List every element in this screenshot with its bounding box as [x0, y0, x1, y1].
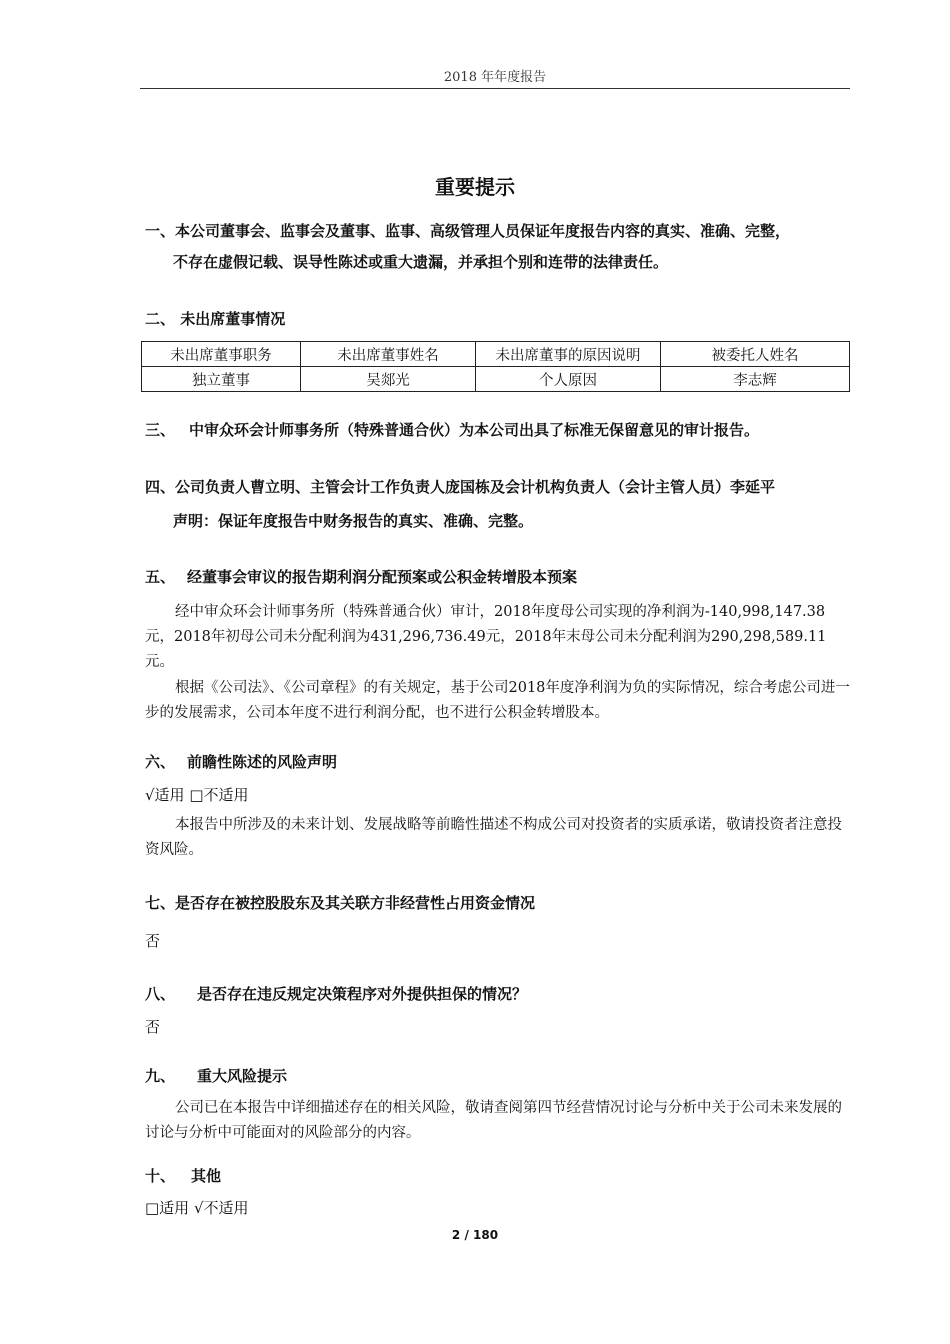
section-5-number: 五、 — [145, 568, 176, 586]
section-7-heading: 七、是否存在被控股股东及其关联方非经营性占用资金情况 — [145, 894, 536, 912]
table-cell: 吴郯光 — [301, 367, 476, 392]
table-cell: 李志辉 — [661, 367, 850, 392]
section-3-number: 三、 — [145, 421, 176, 439]
table-header-row — [142, 342, 850, 367]
table-cell: 个人原因 — [476, 367, 661, 392]
section-1 — [145, 216, 855, 278]
section-6-applicability: √适用 □不适用 — [145, 786, 249, 804]
section-8-number: 八、 — [145, 985, 176, 1003]
section-5-heading: 经董事会审议的报告期利润分配预案或公积金转增股本预案 — [187, 568, 578, 586]
section-10-number: 十、 — [145, 1167, 176, 1185]
table-header-cell: 未出席董事姓名 — [301, 342, 476, 367]
section-4-line2: 声明：保证年度报告中财务报告的真实、准确、完整。 — [173, 512, 534, 530]
section-2-heading: 二、 未出席董事情况 — [145, 310, 286, 328]
section-9-heading: 重大风险提示 — [197, 1067, 288, 1085]
section-6-heading-row — [145, 747, 855, 778]
section-8-answer: 否 — [145, 1018, 161, 1036]
section-10-heading-row — [145, 1161, 855, 1192]
section-9-number: 九、 — [145, 1067, 176, 1085]
page-number: 2 / 180 — [451, 1228, 499, 1242]
section-4-line1: 四、公司负责人曹立明、主管会计工作负责人庞国栋及会计机构负责人（会计主管人员）李延平 — [145, 478, 776, 496]
section-8-heading: 是否存在违反规定决策程序对外提供担保的情况？ — [197, 985, 528, 1003]
section-5-heading-row — [145, 562, 855, 593]
section-9-heading-row — [145, 1061, 855, 1092]
page-title: 重要提示 — [435, 175, 515, 199]
section-4 — [145, 472, 855, 537]
absent-directors-table — [141, 341, 850, 392]
section-3-text: 中审众环会计师事务所（特殊普通合伙）为本公司出具了标准无保留意见的审计报告。 — [189, 421, 760, 439]
header-rule — [140, 88, 850, 89]
running-header: 2018 年年度报告 — [443, 70, 547, 85]
section-7-answer: 否 — [145, 932, 161, 950]
section-6-heading: 前瞻性陈述的风险声明 — [187, 753, 338, 771]
section-8-heading-row — [145, 979, 855, 1010]
section-1-line2: 不存在虚假记载、误导性陈述或重大遗漏，并承担个别和连带的法律责任。 — [173, 253, 669, 271]
section-5-paragraph-1: 经中审众环会计师事务所（特殊普通合伙）审计，2018年度母公司实现的净利润为-140,998,147.38元，2018年初母公司未分配利润为431,296,736.49元，2018年末母公司未分配利润为290,298,589.11元。 — [145, 604, 827, 670]
section-6-paragraph: 本报告中所涉及的未来计划、发展战略等前瞻性描述不构成公司对投资者的实质承诺，敬请投资者注意投资风险。 — [145, 817, 842, 858]
section-3 — [145, 415, 855, 446]
section-9-paragraph: 公司已在本报告中详细描述存在的相关风险，敬请查阅第四节经营情况讨论与分析中关于公司未来发展的讨论与分析中可能面对的风险部分的内容。 — [145, 1100, 842, 1141]
section-5-paragraph-2: 根据《公司法》、《公司章程》的有关规定，基于公司2018年度净利润为负的实际情况，综合考虑公司进一步的发展需求，公司本年度不进行利润分配，也不进行公积金转增股本。 — [145, 680, 850, 721]
table-header-cell: 未出席董事职务 — [142, 342, 301, 367]
section-10-heading: 其他 — [191, 1167, 222, 1185]
section-6-number: 六、 — [145, 753, 176, 771]
table-header-cell: 未出席董事的原因说明 — [476, 342, 661, 367]
section-1-line1: 一、本公司董事会、监事会及董事、监事、高级管理人员保证年度报告内容的真实、准确、完整， — [145, 222, 791, 240]
section-10-applicability: □适用 √不适用 — [145, 1199, 249, 1217]
table-cell: 独立董事 — [142, 367, 301, 392]
table-row — [142, 367, 850, 392]
table-header-cell: 被委托人姓名 — [661, 342, 850, 367]
